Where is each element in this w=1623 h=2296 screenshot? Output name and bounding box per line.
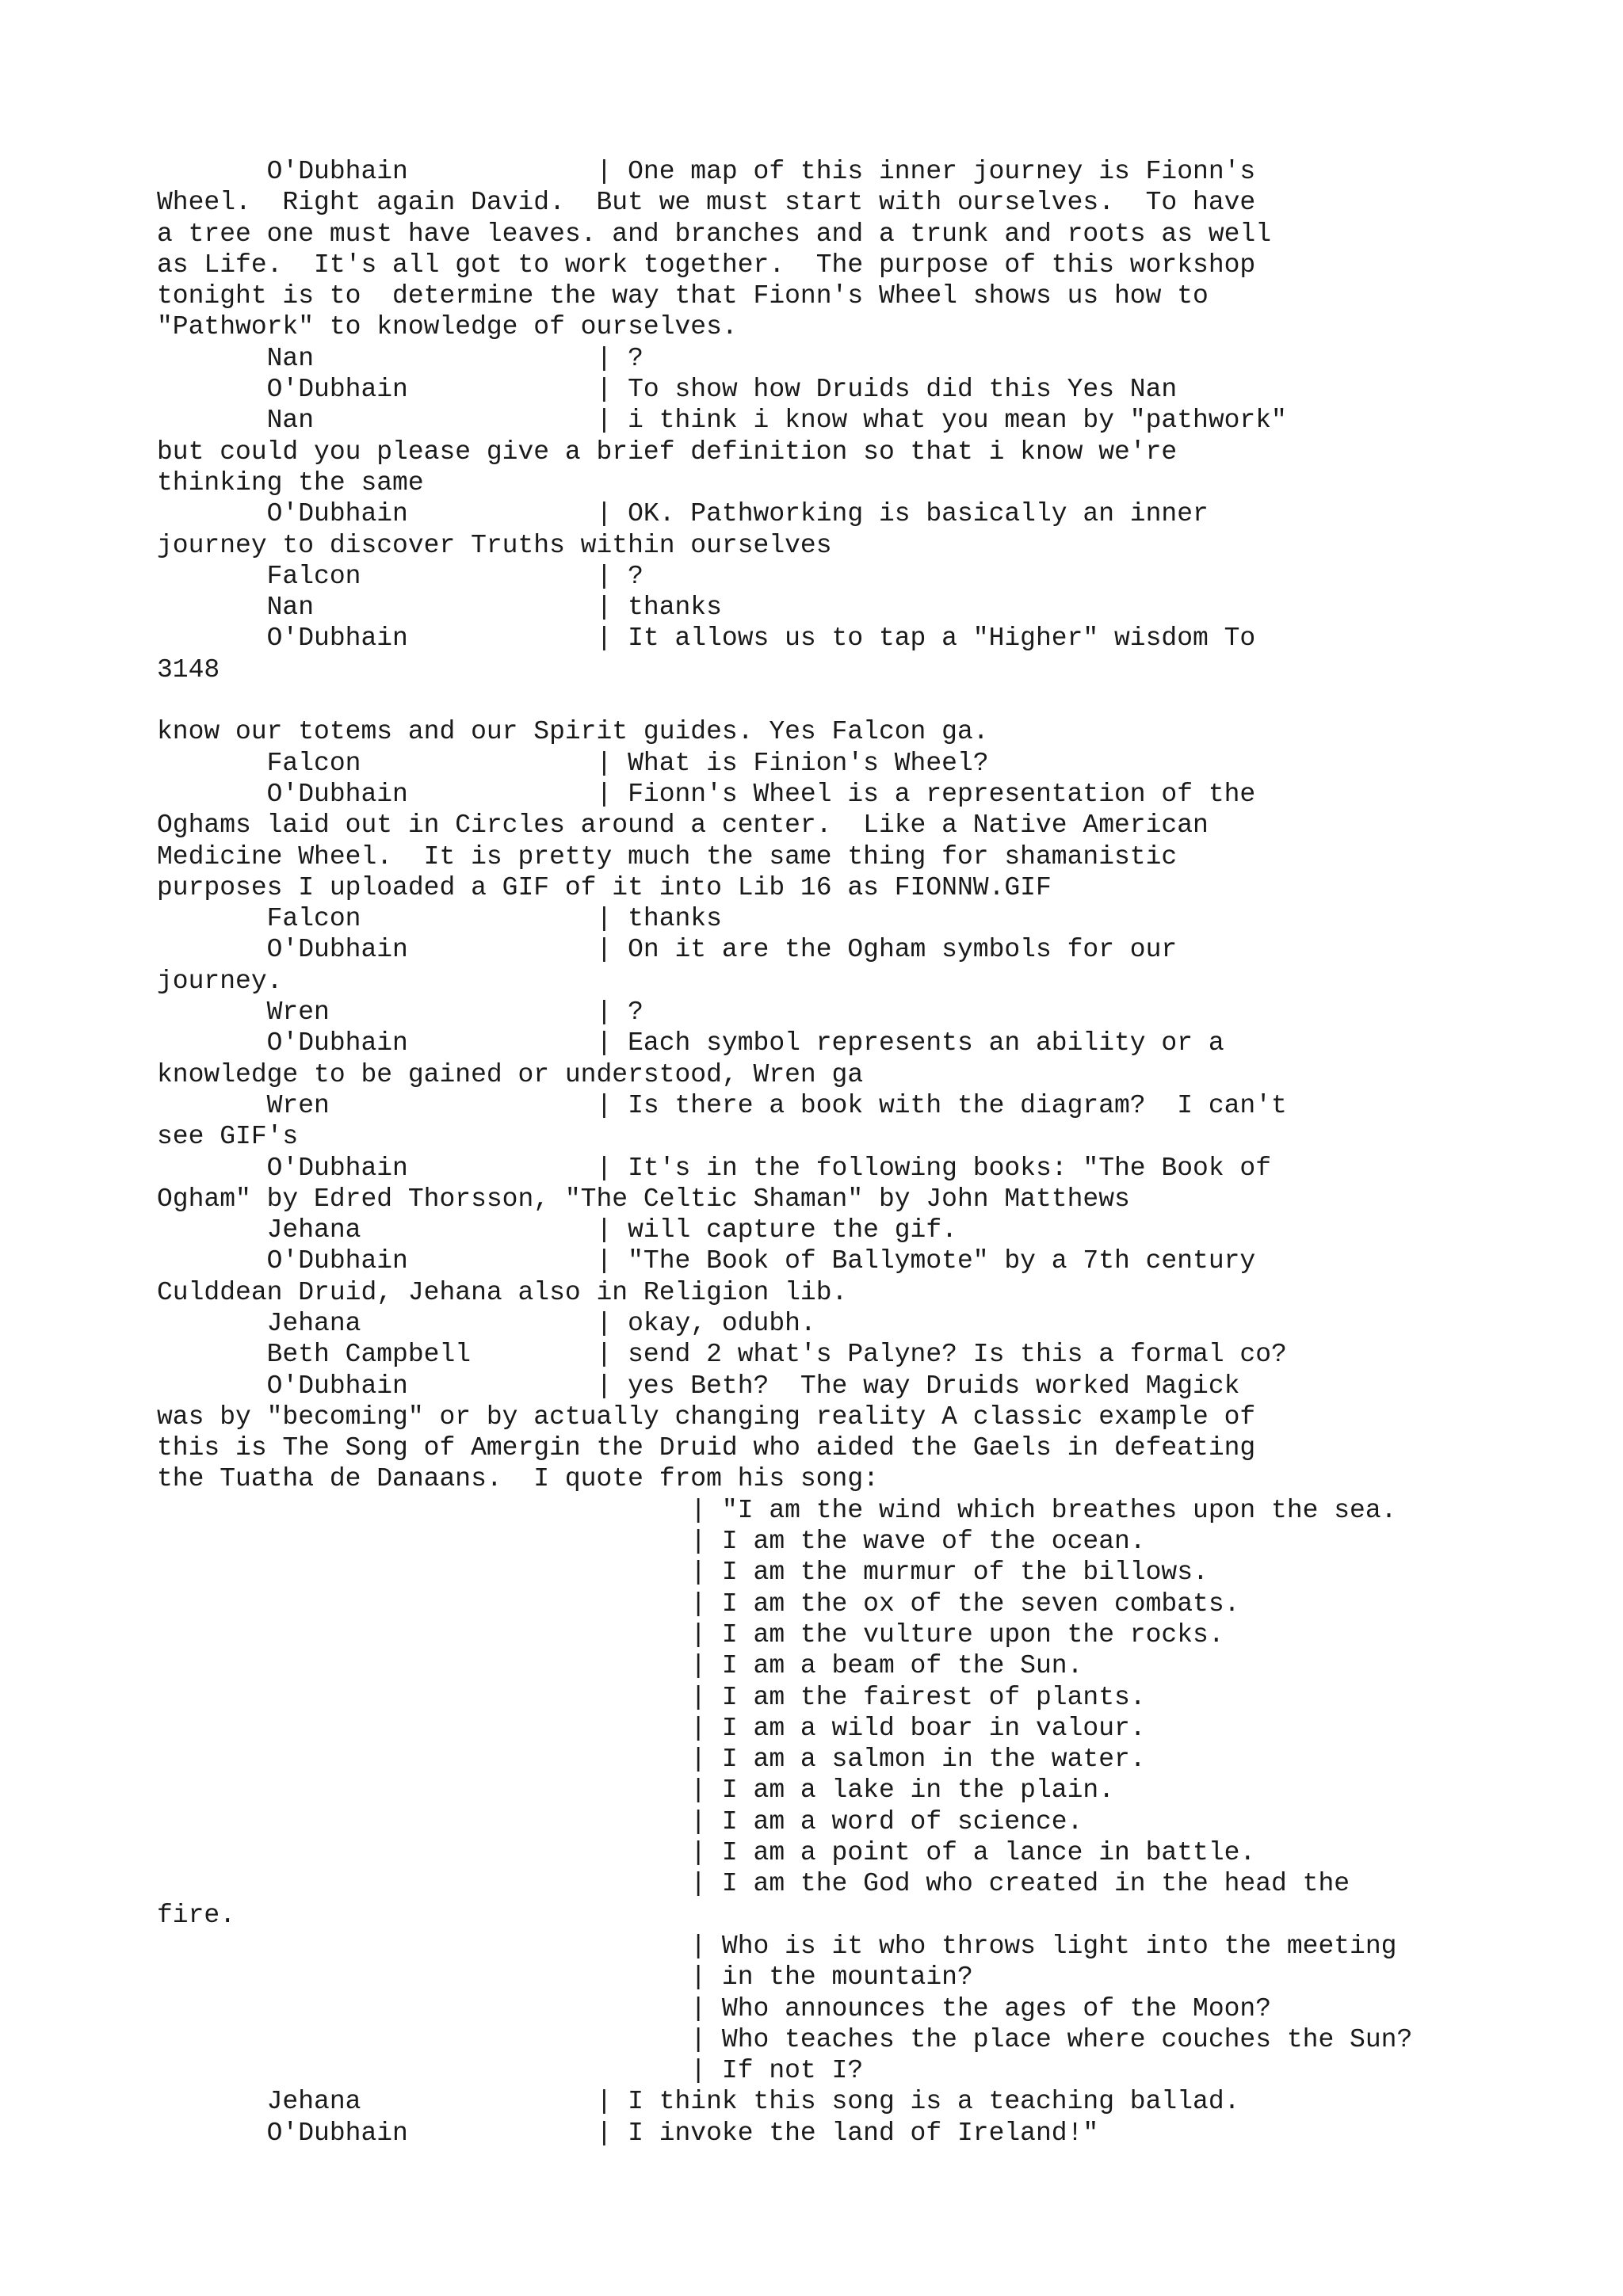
transcript-line: Jehana | okay, odubh. [157,1308,816,1338]
transcript-line: Falcon | What is Finion's Wheel? [157,748,989,778]
transcript-line: | I am a beam of the Sun. [157,1651,1083,1681]
transcript-line: | I am the God who created in the head the [157,1869,1350,1899]
transcript-line: Falcon | thanks [157,904,722,934]
transcript-line: | I am the wave of the ocean. [157,1527,1146,1557]
transcript-line: O'Dubhain | It's in the following books: "The Book of [157,1153,1272,1183]
transcript-line: | Who is it who throws light into the meeting [157,1931,1397,1961]
transcript-line: | in the mountain? [157,1962,973,1993]
transcript-line: | Who teaches the place where couches the Sun? [157,2024,1413,2054]
transcript-line: was by "becoming" or by actually changing reality A classic example of [157,1402,1256,1432]
transcript-line: | I am a wild boar in valour. [157,1713,1146,1743]
transcript-line: O'Dubhain | Each symbol represents an ability or a [157,1028,1224,1058]
transcript-line [157,685,1583,716]
transcript-line: journey to discover Truths within ourselves [157,530,832,560]
transcript-line: Falcon | ? [157,561,643,591]
transcript-line: | I am a point of a lance in battle. [157,1838,1256,1868]
transcript-line: O'Dubhain | "The Book of Ballymote" by a 7th century [157,1246,1256,1276]
transcript-line: Nan | i think i know what you mean by "pathwork" [157,406,1287,436]
transcript-line: | I am a salmon in the water. [157,1745,1146,1775]
transcript-line: | I am the ox of the seven combats. [157,1589,1240,1619]
transcript-line: the Tuatha de Danaans. I quote from his song: [157,1464,879,1494]
transcript-line: | Who announces the ages of the Moon? [157,1993,1272,2023]
transcript-line: Jehana | will capture the gif. [157,1215,957,1245]
transcript-line: O'Dubhain | On it are the Ogham symbols for our [157,935,1178,965]
transcript-line: Jehana | I think this song is a teaching ballad. [157,2087,1240,2117]
transcript-line: a tree one must have leaves. and branches and a trunk and roots as well [157,219,1272,249]
transcript-line: Nan | thanks [157,593,722,623]
transcript-line: knowledge to be gained or understood, Wren ga [157,1059,864,1089]
transcript-line: see GIF's [157,1122,299,1152]
transcript-line: as Life. It's all got to work together. The purpose of this workshop [157,250,1256,280]
transcript-line: | I am the vulture upon the rocks. [157,1619,1224,1650]
transcript-line: 3148 [157,654,220,685]
transcript-line: | I am the murmur of the billows. [157,1558,1209,1588]
transcript-line: Nan | ? [157,343,643,373]
transcript-line: Culddean Druid, Jehana also in Religion lib. [157,1277,848,1307]
transcript-line: Wren | Is there a book with the diagram? I can't [157,1090,1287,1120]
transcript-line: thinking the same [157,467,424,498]
transcript-line: O'Dubhain | To show how Druids did this Yes Nan [157,375,1178,405]
transcript-line: O'Dubhain | Fionn's Wheel is a representation of the [157,779,1256,809]
transcript-line: fire. [157,1900,236,1930]
transcript-line: | I am a word of science. [157,1806,1083,1836]
transcript-line: Beth Campbell | send 2 what's Palyne? Is this a formal co? [157,1340,1287,1370]
transcript-line: O'Dubhain | One map of this inner journey is Fionn's [157,157,1256,186]
transcript-line: know our totems and our Spirit guides. Yes Falcon ga. [157,717,989,747]
transcript-line: Ogham" by Edred Thorsson, "The Celtic Shaman" by John Matthews [157,1184,1130,1214]
transcript-line: | If not I? [157,2056,864,2086]
transcript-line: | I am a lake in the plain. [157,1775,1114,1806]
transcript-line: Medicine Wheel. It is pretty much the same thing for shamanistic [157,841,1178,871]
transcript-line: Oghams laid out in Circles around a center. Like a Native American [157,810,1209,841]
transcript-line: | "I am the wind which breathes upon the sea. [157,1495,1397,1525]
transcript-line: journey. [157,966,283,996]
transcript-line: Wren | ? [157,997,643,1028]
transcript-line: Wheel. Right again David. But we must start with ourselves. To have [157,188,1256,218]
transcript-line: "Pathwork" to knowledge of ourselves. [157,312,738,342]
transcript-line: O'Dubhain | OK. Pathworking is basically an inner [157,499,1209,529]
transcript-line: purposes I uploaded a GIF of it into Lib 16 as FIONNW.GIF [157,872,1052,902]
transcript-line: but could you please give a brief definition so that i know we're [157,437,1178,467]
transcript-line: O'Dubhain | I invoke the land of Ireland!" [157,2118,1099,2148]
transcript-line: this is The Song of Amergin the Druid who aided the Gaels in defeating [157,1433,1256,1463]
transcript-line: O'Dubhain | It allows us to tap a "Higher" wisdom To [157,624,1256,654]
transcript-line: | I am the fairest of plants. [157,1682,1146,1712]
transcript-line: tonight is to determine the way that Fionn's Wheel shows us how to [157,281,1209,311]
transcript-line: O'Dubhain | yes Beth? The way Druids worked Magick [157,1371,1240,1401]
chat-transcript [157,156,1583,2149]
